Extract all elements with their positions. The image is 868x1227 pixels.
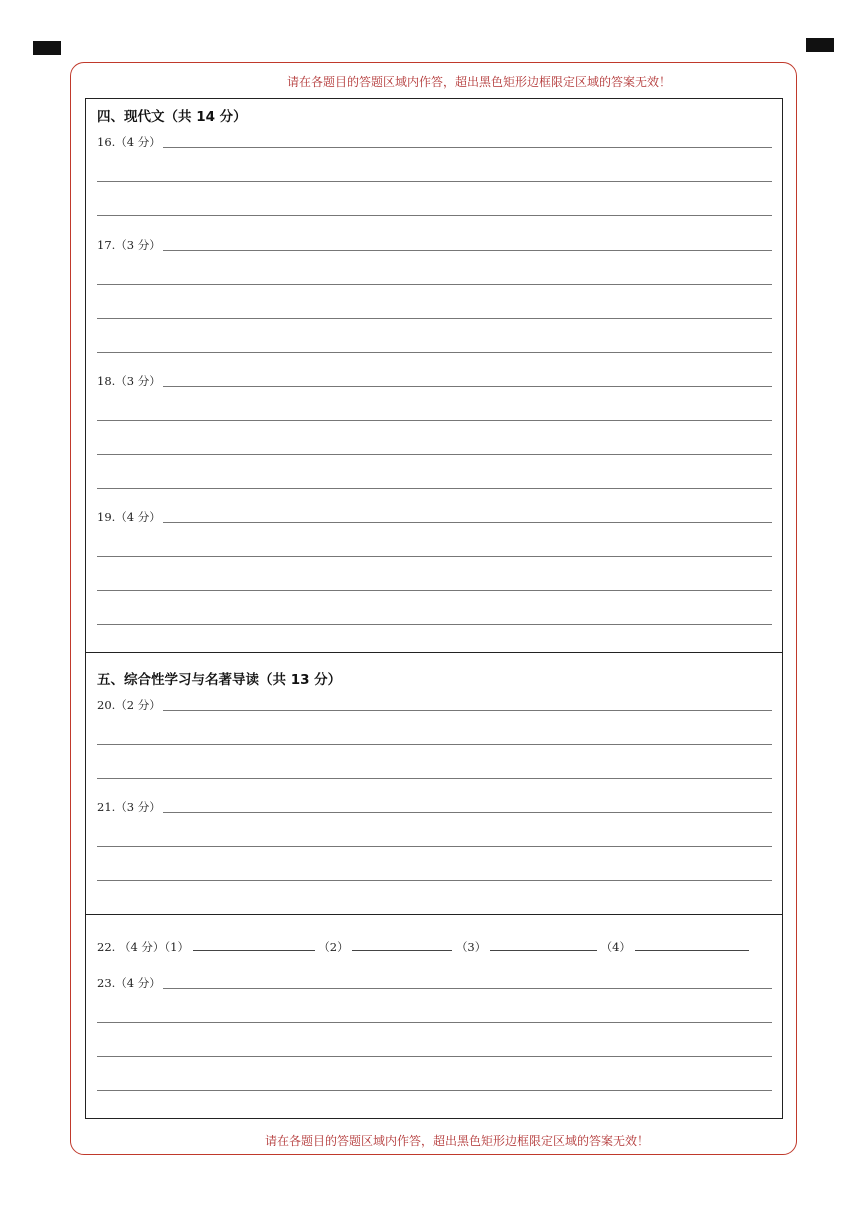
- answer-line[interactable]: [97, 1022, 772, 1023]
- question-19-label: 19.（4 分）: [97, 510, 161, 524]
- answer-line[interactable]: [97, 420, 772, 421]
- answer-line[interactable]: [97, 812, 772, 813]
- answer-line[interactable]: [97, 352, 772, 353]
- question-22-part-3: （3）: [455, 940, 487, 954]
- answer-line[interactable]: [97, 522, 772, 523]
- answer-line[interactable]: [97, 318, 772, 319]
- question-22-label: 22. （4 分）（1）: [97, 940, 189, 954]
- answer-line[interactable]: [97, 1090, 772, 1091]
- registration-mark-left: [33, 41, 61, 55]
- section-6-box: [85, 914, 783, 1119]
- question-22-part-4: （4）: [600, 940, 631, 954]
- section-4-box: [85, 98, 783, 653]
- answer-line[interactable]: [97, 710, 772, 711]
- answer-blank-2[interactable]: [352, 940, 452, 951]
- answer-line[interactable]: [97, 488, 772, 489]
- section-4-title: 四、现代文（共 14 分）: [97, 109, 247, 125]
- answer-line[interactable]: [97, 284, 772, 285]
- section-5-title: 五、综合性学习与名著导读（共 13 分）: [97, 672, 342, 688]
- question-20-label: 20.（2 分）: [97, 698, 161, 712]
- question-23-label: 23.（4 分）: [97, 976, 161, 990]
- answer-line[interactable]: [97, 744, 772, 745]
- section-5-box: [85, 652, 783, 915]
- question-16-label: 16.（4 分）: [97, 135, 161, 149]
- answer-line[interactable]: [97, 880, 772, 881]
- notice-top: 请在各题目的答题区域内作答，超出黑色矩形边框限定区域的答案无效！: [286, 75, 671, 89]
- answer-blank-1[interactable]: [193, 940, 315, 951]
- answer-line[interactable]: [97, 386, 772, 387]
- registration-mark-right: [806, 38, 834, 52]
- answer-line[interactable]: [97, 624, 772, 625]
- question-21-label: 21.（3 分）: [97, 800, 161, 814]
- answer-line[interactable]: [97, 778, 772, 779]
- answer-blank-3[interactable]: [490, 940, 597, 951]
- answer-line[interactable]: [97, 215, 772, 216]
- answer-line[interactable]: [97, 454, 772, 455]
- answer-line[interactable]: [97, 988, 772, 989]
- question-22-row: [97, 939, 749, 955]
- answer-line[interactable]: [97, 846, 772, 847]
- answer-line[interactable]: [97, 556, 772, 557]
- answer-line[interactable]: [97, 147, 772, 148]
- notice-bottom: 请在各题目的答题区域内作答，超出黑色矩形边框限定区域的答案无效！: [264, 1134, 649, 1148]
- question-17-label: 17.（3 分）: [97, 238, 161, 252]
- answer-line[interactable]: [97, 250, 772, 251]
- answer-line[interactable]: [97, 1056, 772, 1057]
- answer-line[interactable]: [97, 590, 772, 591]
- answer-blank-4[interactable]: [635, 940, 749, 951]
- answer-line[interactable]: [97, 181, 772, 182]
- question-22-part-2: （2）: [318, 940, 349, 954]
- question-18-label: 18.（3 分）: [97, 374, 161, 388]
